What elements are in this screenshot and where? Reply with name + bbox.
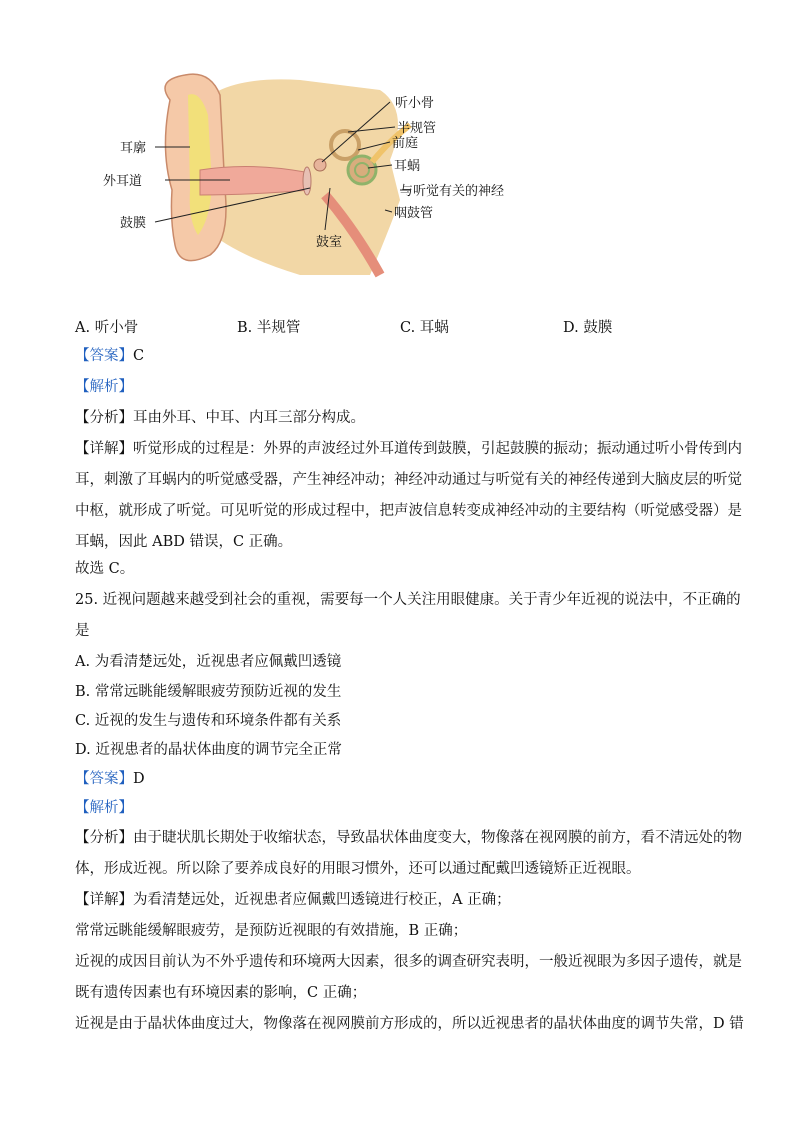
- xiangjie-tag: 【详解】: [75, 892, 133, 908]
- q24-option-c: C. 耳蜗: [400, 320, 449, 336]
- q25-option-a: A. 为看清楚远处，近视患者应佩戴凹透镜: [75, 654, 342, 670]
- q25-xiangjie-line-4: 既有遗传因素也有环境因素的影响，C 正确；: [75, 985, 367, 1001]
- q25-jiexi-heading: 【解析】: [75, 800, 133, 816]
- q25-stem-line-2: 是: [75, 623, 90, 639]
- label-cochlea: 耳蜗: [394, 159, 421, 174]
- q25-answer-line: [75, 767, 145, 788]
- label-eustachian: 咽鼓管: [394, 206, 434, 221]
- q25-stem-line-1: 25. 近视问题越来越受到社会的重视，需要每一个人关注用眼健康。关于青少年近视的说法中，不正确的: [75, 592, 741, 608]
- answer-value: C: [133, 348, 145, 364]
- q25-option-d: D. 近视患者的晶状体曲度的调节完全正常: [75, 742, 342, 758]
- q25-xiangjie-line-1: [75, 888, 511, 909]
- ear-anatomy-diagram: [100, 70, 540, 280]
- q24-jiexi-heading: 【解析】: [75, 379, 133, 395]
- q25-option-b: B. 常常远眺能缓解眼疲劳预防近视的发生: [75, 684, 342, 700]
- ear-canal-shape: [200, 166, 310, 195]
- label-eardrum: 鼓膜: [120, 216, 147, 231]
- label-nerve: 与听觉有关的神经: [400, 184, 505, 199]
- fenxi-text: 耳由外耳、中耳、内耳三部分构成。: [133, 410, 365, 426]
- label-ear-canal: 外耳道: [103, 174, 143, 189]
- fenxi-text: 由于睫状肌长期处于收缩状态，导致晶状体曲度变大，物像落在视网膜的前方，看不清远处的物: [133, 830, 742, 846]
- q24-option-b: B. 半规管: [237, 320, 301, 336]
- ossicles-shape: [314, 159, 326, 171]
- answer-tag: 【答案】: [75, 771, 133, 787]
- fenxi-tag: 【分析】: [75, 830, 133, 846]
- eardrum-shape: [303, 167, 311, 195]
- q25-option-c: C. 近视的发生与遗传和环境条件都有关系: [75, 713, 342, 729]
- q24-option-a: A. 听小骨: [75, 320, 139, 336]
- q24-xiangjie-line-4: 耳蜗，因此 ABD 错误，C 正确。: [75, 534, 293, 550]
- answer-value: D: [133, 771, 145, 787]
- xiangjie-tag: 【详解】: [75, 441, 133, 457]
- answer-tag: 【答案】: [75, 348, 133, 364]
- q24-fenxi: [75, 406, 365, 427]
- q25-fenxi-line-2: 体，形成近视。所以除了要养成良好的用眼习惯外，还可以通过配戴凹透镜矫正近视眼。: [75, 861, 641, 877]
- q24-xiangjie-line-1: [75, 437, 742, 458]
- q25-xiangjie-line-5: 近视是由于晶状体曲度过大，物像落在视网膜前方形成的，所以近视患者的晶状体曲度的调节失常，D 错: [75, 1016, 744, 1032]
- label-tympanic-cavity: 鼓室: [316, 235, 343, 250]
- q24-conclusion: 故选 C。: [75, 561, 135, 577]
- label-auricle: 耳廓: [120, 141, 147, 156]
- q24-xiangjie-line-3: 中枢，就形成了听觉。可见听觉的形成过程中，把声波信息转变成神经冲动的主要结构（听觉感受器）是: [75, 503, 742, 519]
- q25-fenxi-line-1: [75, 826, 742, 847]
- q25-xiangjie-line-2: 常常远眺能缓解眼疲劳，是预防近视眼的有效措施，B 正确；: [75, 923, 468, 939]
- fenxi-tag: 【分析】: [75, 410, 133, 426]
- label-semicircular: 半规管: [397, 121, 437, 136]
- q24-answer-line: [75, 344, 144, 365]
- xiangjie-text: 为看清楚远处，近视患者应佩戴凹透镜进行校正，A 正确；: [133, 892, 511, 908]
- q24-xiangjie-line-2: 耳，刺激了耳蜗内的听觉感受器，产生神经冲动；神经冲动通过与听觉有关的神经传递到大脑皮层的听觉: [75, 472, 742, 488]
- xiangjie-text: 听觉形成的过程是：外界的声波经过外耳道传到鼓膜，引起鼓膜的振动；振动通过听小骨传到内: [133, 441, 742, 457]
- label-vestibule: 前庭: [392, 136, 419, 151]
- q25-xiangjie-line-3: 近视的成因目前认为不外乎遗传和环境两大因素，很多的调查研究表明，一般近视眼为多因子遗传，就是: [75, 954, 742, 970]
- q24-option-d: D. 鼓膜: [563, 320, 613, 336]
- label-ossicles: 听小骨: [395, 96, 435, 111]
